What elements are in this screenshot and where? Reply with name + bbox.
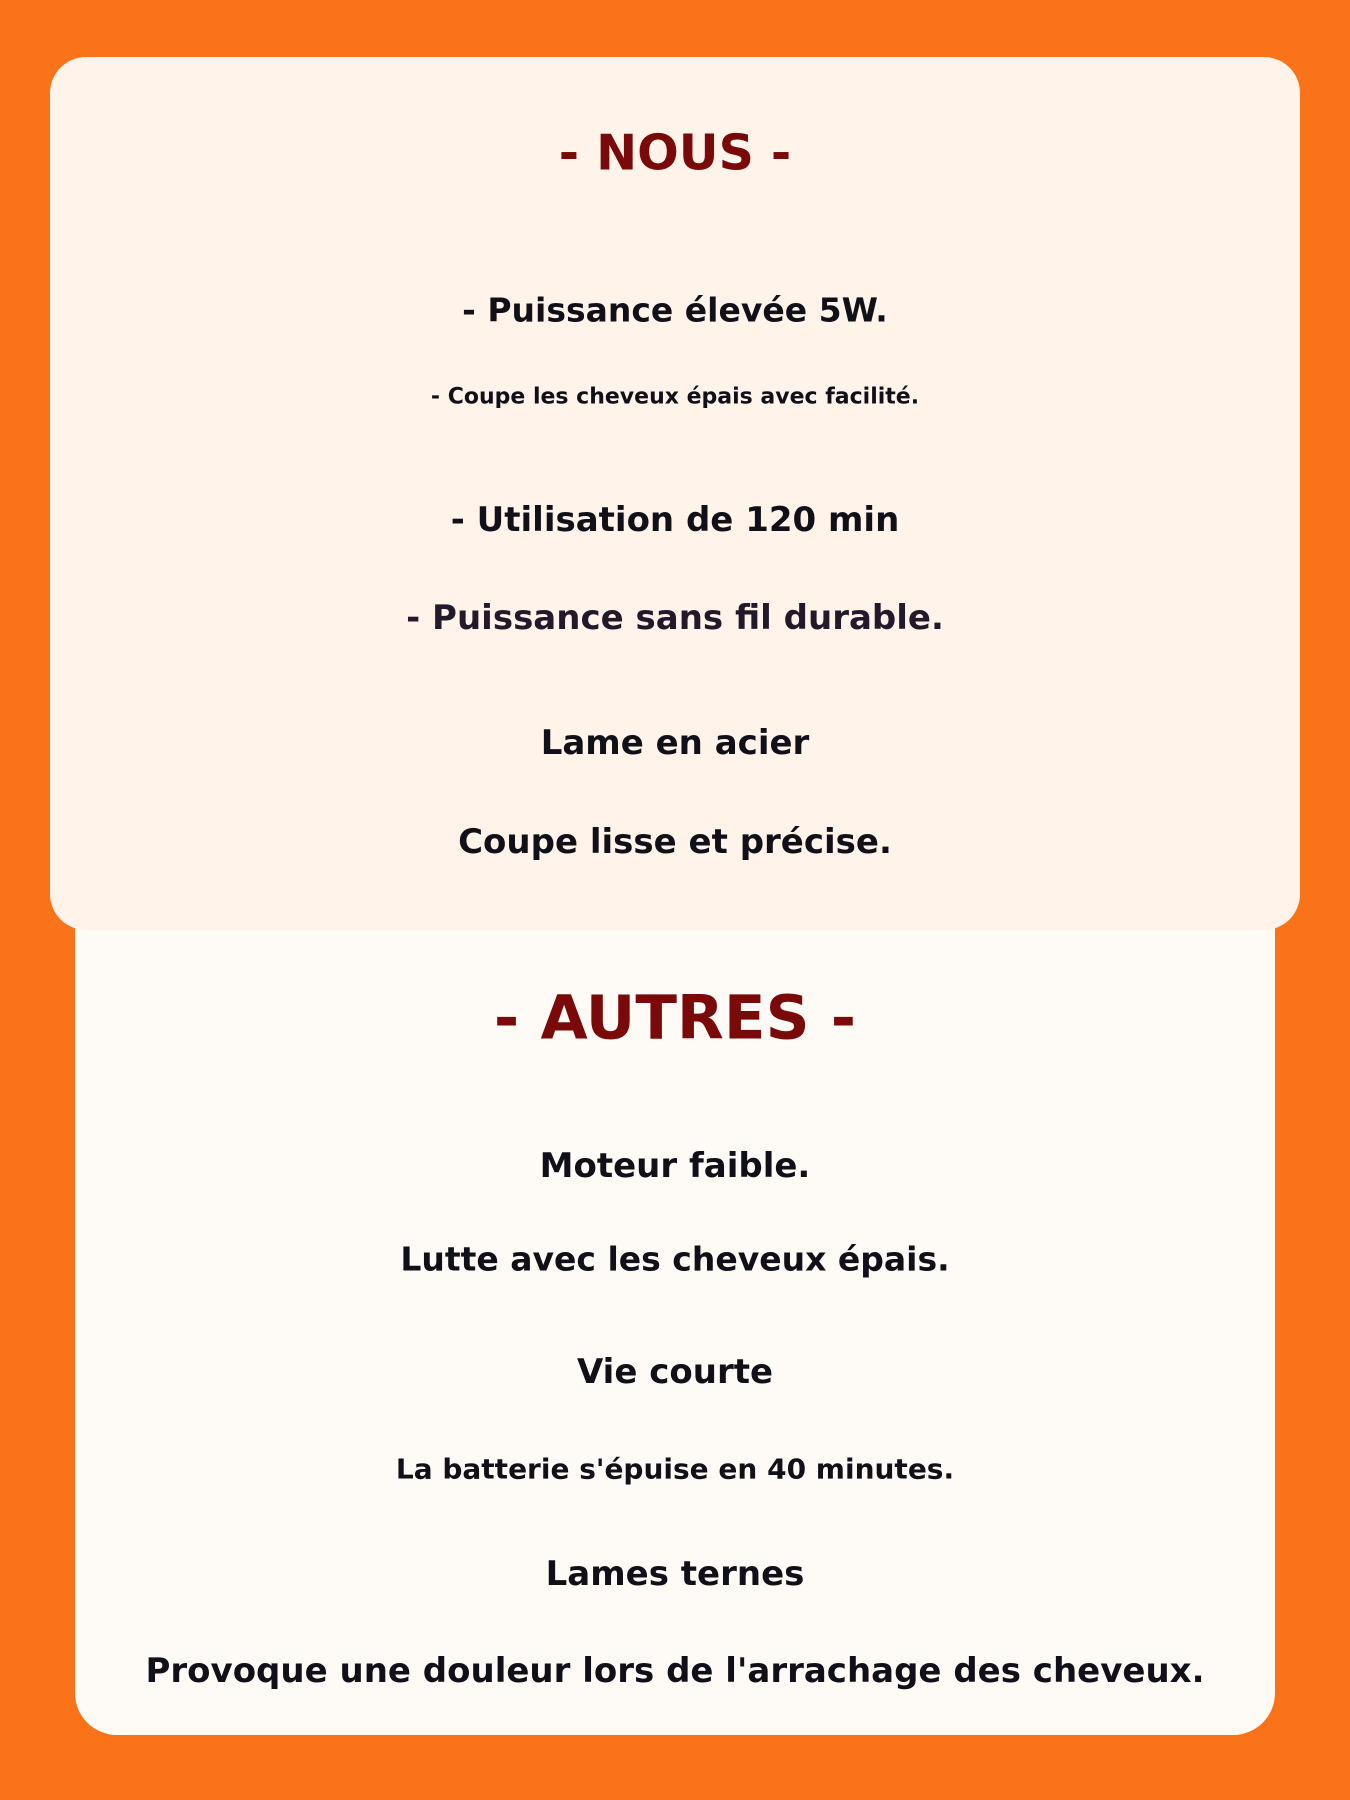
others-feature-1-detail: Lutte avec les cheveux épais. (400, 1239, 950, 1279)
us-title: - NOUS - (558, 124, 792, 182)
others-feature-1-heading: Moteur faible. (539, 1146, 811, 1186)
others-feature-2-heading: Vie courte (576, 1352, 774, 1392)
us-card (50, 57, 1300, 930)
us-feature-1-detail: - Coupe les cheveux épais avec facilité. (430, 384, 920, 410)
us-feature-2-heading: - Utilisation de 120 min (450, 500, 900, 540)
us-feature-3-heading: Lame en acier (540, 723, 810, 763)
others-title: - AUTRES - (493, 982, 857, 1054)
us-feature-1-heading: - Puissance élevée 5W. (462, 290, 888, 330)
us-feature-2-detail: - Puissance sans fil durable. (406, 598, 944, 638)
others-feature-3-detail: Provoque une douleur lors de l'arrachage des cheveux. (145, 1651, 1205, 1691)
us-feature-3-detail: Coupe lisse et précise. (458, 822, 892, 862)
others-feature-3-heading: Lames ternes (545, 1554, 805, 1594)
others-feature-2-detail: La batterie s'épuise en 40 minutes. (395, 1452, 955, 1486)
